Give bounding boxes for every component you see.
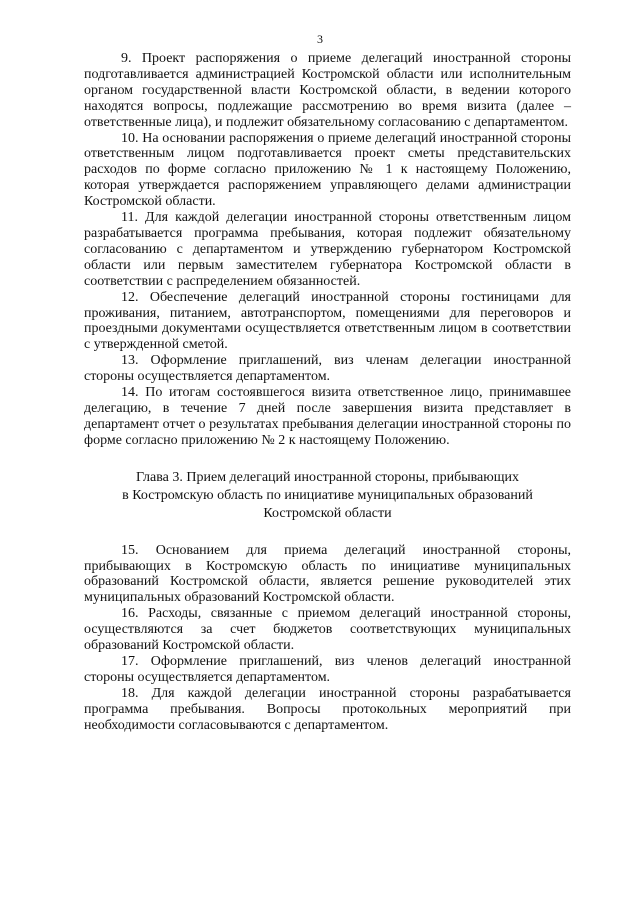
paragraph-13: 13. Оформление приглашений, виз членам делегации иностранной стороны осуществляется департаментом.: [84, 353, 571, 385]
chapter-heading: [84, 469, 571, 523]
paragraph-9: 9. Проект распоряжения о приеме делегаций иностранной стороны подготавливается администрацией Костромской области или исполнительным органом государственной власти Костромской области, в ведении которого находятся вопросы, подлежащие рассмотрению во время визита (далее – ответственные лица), и подлежит обязательному согласованию с департаментом.: [84, 51, 571, 130]
paragraph-15: 15. Основанием для приема делегаций иностранной стороны, прибывающих в Костромскую область по инициативе муниципальных образований Костромской области, является решение руководителей этих муниципальных образований Костромской области.: [84, 542, 571, 606]
paragraph-11: 11. Для каждой делегации иностранной стороны ответственным лицом разрабатывается программа пребывания, которая подлежит обязательному согласованию с департаментом и утверждению губернатором Костромской области или первым заместителем губернатора Костромской области в соответствии с распределением обязанностей.: [84, 210, 571, 289]
paragraph-14: 14. По итогам состоявшегося визита ответственное лицо, принимавшее делегацию, в течение 7 дней после завершения визита представляет в департамент отчет о результатах пребывания делегации иностранной стороны по форме согласно приложению № 2 к настоящему Положению.: [84, 385, 571, 448]
page-number: 3: [317, 32, 323, 46]
paragraph-10: 10. На основании распоряжения о приеме делегаций иностранной стороны ответственным лицом подготавливается проект сметы представительских расходов по форме согласно приложению № 1 к настоящему Положению, которая утверждается распоряжением управляющего делами администрации Костромской области.: [84, 130, 571, 210]
chapter-heading-line-3: Костромской области: [263, 505, 392, 521]
paragraph-16: 16. Расходы, связанные с приемом делегаций иностранной стороны, осуществляются за счет бюджетов соответствующих муниципальных образований Костромской области.: [84, 606, 571, 654]
chapter-heading-line-2: в Костромскую область по инициативе муниципальных образований: [122, 487, 533, 503]
paragraph-12: 12. Обеспечение делегаций иностранной стороны гостиницами для проживания, питанием, автотранспортом, помещениями для переговоров и проездными документами осуществляется ответственным лицом в соответствии с утвержденной сметой.: [84, 289, 571, 353]
paragraph-17: 17. Оформление приглашений, виз членов делегаций иностранной стороны осуществляется департаментом.: [84, 654, 571, 685]
document-body: [84, 51, 571, 734]
paragraph-18: 18. Для каждой делегации иностранной стороны разрабатывается программа пребывания. Вопросы протокольных мероприятий при необходимости согласовываются с департаментом.: [84, 685, 571, 733]
chapter-heading-line-1: Глава 3. Прием делегаций иностранной стороны, прибывающих: [136, 469, 519, 485]
